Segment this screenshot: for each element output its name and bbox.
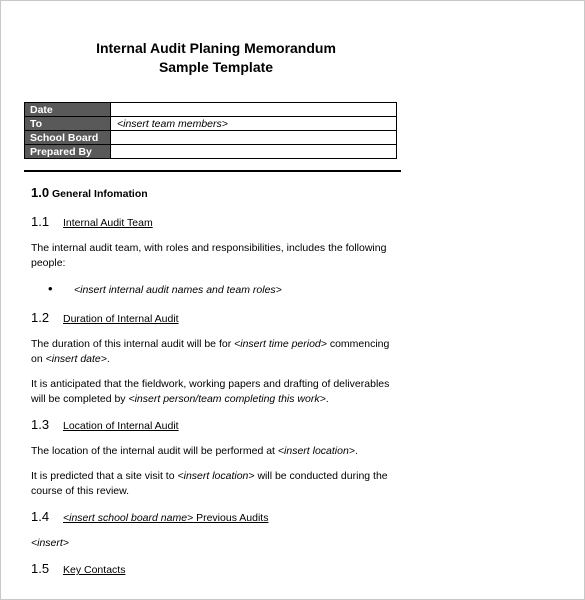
placeholder-school-board-name: <insert school board name> <box>63 512 194 524</box>
label-prepared-by: Prepared By <box>25 145 111 159</box>
paragraph-location-1 <box>31 444 401 459</box>
title-line-1: Internal Audit Planing Memorandum <box>96 40 336 56</box>
subsection-heading-previous-audits <box>31 509 401 526</box>
subsection-title: Internal Audit Team <box>63 217 153 229</box>
subsection-heading-location <box>31 417 401 434</box>
text-run: . <box>106 353 110 365</box>
paragraph-audit-team: The internal audit team, with roles and responsibilities, includes the following people: <box>31 242 387 269</box>
divider-line <box>24 170 401 172</box>
text-run: The duration of this internal audit will be for <box>31 338 235 350</box>
document-title <box>1 39 431 77</box>
subsection-heading-duration <box>31 310 401 327</box>
list-item <box>31 281 401 298</box>
paragraph-location-2 <box>31 469 401 499</box>
value-date[interactable] <box>111 103 397 117</box>
value-to[interactable]: <insert team members> <box>111 117 397 131</box>
label-date: Date <box>25 103 111 117</box>
table-row <box>25 103 397 117</box>
bullet-text: <insert internal audit names and team roles> <box>74 284 282 296</box>
subsection-number: 1.2 <box>31 310 50 325</box>
subsection-title: Key Contacts <box>63 564 126 576</box>
title-line-2: Sample Template <box>158 59 274 75</box>
subsection-number: 1.4 <box>31 509 50 524</box>
paragraph-duration-1 <box>31 337 401 367</box>
placeholder-time-period: <insert time period> <box>234 338 327 350</box>
placeholder-date: <insert date> <box>45 353 107 365</box>
text-run: commencing on <box>31 338 390 365</box>
subsection-title: Location of Internal Audit <box>63 420 179 432</box>
memo-info-table <box>24 102 397 159</box>
document-body <box>31 185 401 588</box>
placeholder-person-team: <insert person/team completing this work> <box>128 393 326 405</box>
text-run: It is anticipated that the fieldwork, working papers and drafting of deliverables will be completed by <box>31 378 390 405</box>
paragraph-previous-audits <box>31 536 401 551</box>
subsection-title: Duration of Internal Audit <box>63 313 179 325</box>
section-heading-general <box>31 185 401 202</box>
subsection-heading-key-contacts <box>31 561 401 578</box>
table-row <box>25 145 397 159</box>
value-prepared-by[interactable] <box>111 145 397 159</box>
placeholder-location: <insert location> <box>177 470 255 482</box>
placeholder-insert: <insert> <box>31 537 69 549</box>
text-run: It is predicted that a site visit to <box>31 470 178 482</box>
text-run: will be conducted during the course of this review. <box>31 470 388 497</box>
subsection-title <box>63 511 268 526</box>
section-title: General Infomation <box>52 188 148 200</box>
value-school-board[interactable] <box>111 131 397 145</box>
label-to: To <box>25 117 111 131</box>
bullet-icon: • <box>48 281 53 296</box>
table-row <box>25 131 397 145</box>
subsection-number: 1.3 <box>31 417 50 432</box>
table-row <box>25 117 397 131</box>
text-run: . <box>325 393 329 405</box>
subsection-heading-audit-team <box>31 214 401 231</box>
label-school-board: School Board <box>25 131 111 145</box>
subsection-number: 1.5 <box>31 561 50 576</box>
placeholder-location: <insert location> <box>277 445 355 457</box>
text-run: The location of the internal audit will be performed at <box>31 445 278 457</box>
paragraph-duration-2 <box>31 377 401 407</box>
subsection-number: 1.1 <box>31 214 50 229</box>
text-run: . <box>354 445 358 457</box>
text-run: Previous Audits <box>193 512 269 524</box>
section-number: 1.0 <box>31 185 50 200</box>
